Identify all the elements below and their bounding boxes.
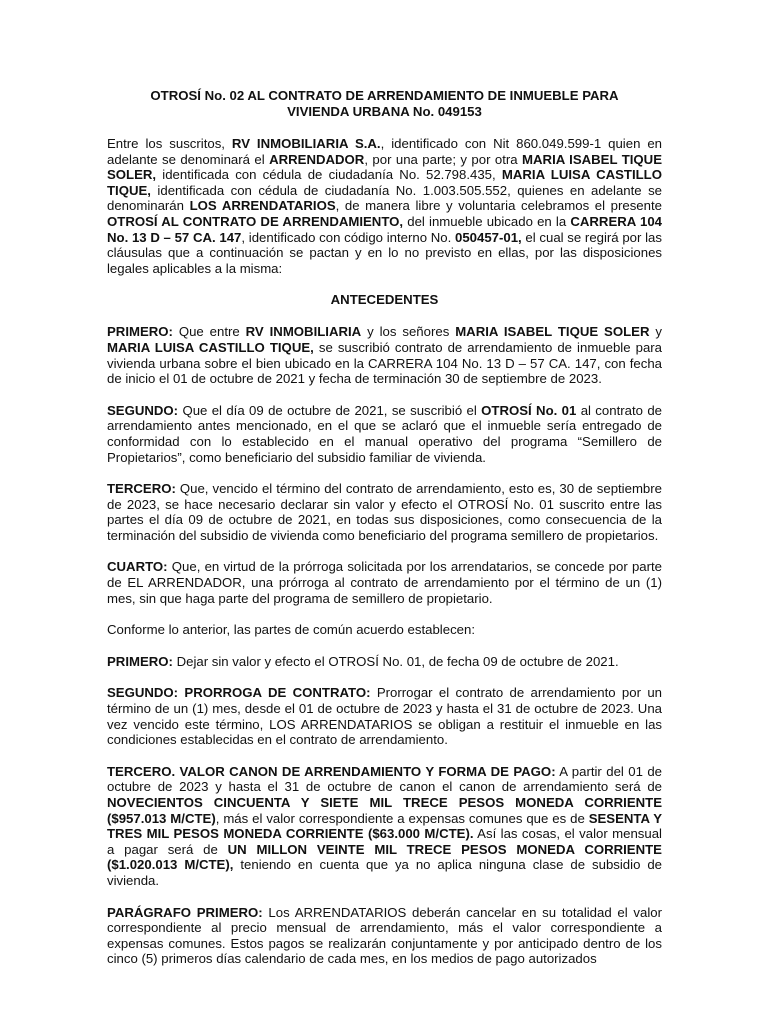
text-run: Que, vencido el término del contrato de arrendamiento, esto es, 30 de septiembre de 2023, se hace necesario declarar sin valor y efecto el OTROSÍ No. 01 suscrito entre las partes el día 09 de octubre de 2021, en todas sus disposiciones, como consecuencia de la terminación del subsidio de vivienda como beneficiario del programa semillero de propietarios. [107, 481, 662, 543]
text-run: , de manera libre y voluntaria celebramos el presente [335, 198, 662, 214]
bold-text: CUARTO: [107, 559, 168, 575]
text-run: y los señores [361, 324, 456, 340]
bold-text: PARÁGRAFO PRIMERO: [107, 904, 263, 920]
text-run: se suscribió contrato de arrendamiento de inmueble para vivienda urbana sobre el bien ubicado en la CARRERA 104 No. 13 D – 57 CA. 147, con fecha de inicio el 01 de octubre de 2021 y fecha de terminación 30 de septiembre de 2023. [107, 339, 662, 387]
bold-text: TERCERO. VALOR CANON DE ARRENDAMIENTO Y FORMA DE PAGO: [107, 763, 556, 779]
title-line-2: VIVIENDA URBANA No. 049153 [287, 104, 482, 119]
bold-text: ARRENDADOR [269, 151, 365, 167]
text-run: , identificado con Nit 860.049.599-1 quien en adelante se denominará el [107, 136, 663, 167]
bold-text: SEGUNDO: PRORROGA DE CONTRATO: [107, 685, 371, 701]
text-run: Que entre [172, 324, 246, 340]
bold-text: OTROSÍ No. 01 [481, 402, 577, 418]
clause-primero [107, 654, 662, 670]
text-run: Conforme lo anterior, las partes de común acuerdo establecen: [107, 622, 475, 638]
conforme-paragraph [107, 622, 662, 638]
text-run: Los ARRENDATARIOS deberán cancelar en su totalidad el valor correspondiente al precio mensual de arrendamiento, más el valor correspondiente a expensas comunes. Estos pagos se realizarán conjuntamente y por anticipado dentro de los cinco (5) primeros días calendario de cada mes, en los medios de pago autorizados [107, 904, 663, 967]
bold-text: MARIA LUISA CASTILLO TIQUE, [107, 339, 314, 355]
title-line-1: OTROSÍ No. 02 AL CONTRATO DE ARRENDAMIENTO DE INMUEBLE PARA [150, 88, 619, 103]
text-run: , por una parte; y por otra [364, 151, 523, 167]
bold-text: LOS ARRENDATARIOS [189, 198, 336, 214]
bold-text: RV INMOBILIARIA S.A. [231, 136, 381, 151]
document-title [107, 88, 662, 120]
text-run: Prorrogar el contrato de arrendamiento por un término de un (1) mes, desde el 01 de octubre de 2023 y hasta el 31 de octubre de 2023. Una vez vencido este término, LOS ARRENDATARIOS se obligan a restituir el inmueble en las condiciones establecidas en el contrato de arrendamiento. [107, 685, 663, 748]
text-run: teniendo en cuenta que ya no aplica ninguna clase de subsidio de vivienda. [107, 857, 663, 888]
text-run: Así las cosas, el valor mensual a pagar será de [107, 826, 662, 857]
bold-text: CARRERA 104 No. 13 D – 57 CA. 147 [107, 213, 662, 245]
text-run: Dejar sin valor y efecto el OTROSÍ No. 01, de fecha 09 de octubre de 2021. [172, 653, 619, 669]
bold-text: RV INMOBILIARIA [245, 324, 362, 340]
antecedente-cuarto [107, 559, 662, 606]
bold-text: TERCERO: [107, 481, 176, 497]
intro-paragraph [107, 136, 662, 276]
bold-text: MARIA ISABEL TIQUE SOLER, [107, 151, 662, 183]
bold-text: SEGUNDO: [107, 402, 179, 418]
antecedente-primero [107, 324, 662, 386]
text-run: A partir del 01 de octubre de 2023 y hasta el 31 de octubre de canon el canon de arrendamiento será de [107, 763, 663, 795]
text-run: Que el día 09 de octubre de 2021, se suscribió el [178, 402, 482, 418]
bold-text: UN MILLON VEINTE MIL TRECE PESOS MONEDA CORRIENTE ($1.020.013 M/CTE), [107, 841, 662, 873]
bold-text: OTROSÍ AL CONTRATO DE ARRENDAMIENTO, [107, 213, 404, 229]
text-run: del inmueble ubicado en la [403, 213, 571, 229]
clause-tercero [107, 764, 662, 889]
antecedente-segundo [107, 403, 662, 465]
text-run: , identificado con código interno No. [241, 229, 455, 245]
bold-text: SESENTA Y TRES MIL PESOS MONEDA CORRIENTE ($63.000 M/CTE). [107, 810, 662, 842]
text-run: al contrato de arrendamiento antes mencionado, en el que se aclaró que el inmueble sería entregado de conformidad con lo establecido en el manual operativo del programa “Semillero de Propietarios”, como beneficiario del subsidio familiar de vivienda. [107, 402, 662, 465]
paragrafo-primero [107, 905, 662, 967]
bold-text: MARIA LUISA CASTILLO TIQUE, [107, 167, 662, 198]
bold-text: PRIMERO: [107, 653, 173, 669]
text-run: Entre los suscritos, [107, 136, 232, 151]
antecedentes-heading: ANTECEDENTES [330, 292, 439, 308]
bold-text: PRIMERO: [107, 324, 173, 340]
bold-text: 050457-01, [454, 229, 522, 245]
bold-text: MARIA ISABEL TIQUE SOLER [455, 324, 650, 340]
text-run: identificada con cédula de ciudadanía No. 52.798.435, [156, 167, 502, 183]
text-run: identificada con cédula de ciudadanía No. 1.003.505.552, quienes en adelante se denominarán [107, 182, 662, 214]
bold-text: NOVECIENTOS CINCUENTA Y SIETE MIL TRECE PESOS MONEDA CORRIENTE ($957.013 M/CTE) [107, 795, 662, 826]
clause-segundo [107, 685, 662, 747]
antecedente-tercero [107, 481, 662, 543]
text-run: el cual se regirá por las cláusulas que a continuación se pactan y en lo no previsto en ellas, por las disposiciones legales aplicables a la misma: [107, 229, 662, 276]
text-run: Que, en virtud de la prórroga solicitada por los arrendatarios, se concede por parte de EL ARRENDADOR, una prórroga al contrato de arrendamiento por el término de un (1) mes, sin que haga parte del programa de semillero de propietario. [107, 559, 662, 606]
text-run: y [649, 324, 662, 340]
text-run: , más el valor correspondiente a expensas comunes que es de [215, 810, 589, 826]
